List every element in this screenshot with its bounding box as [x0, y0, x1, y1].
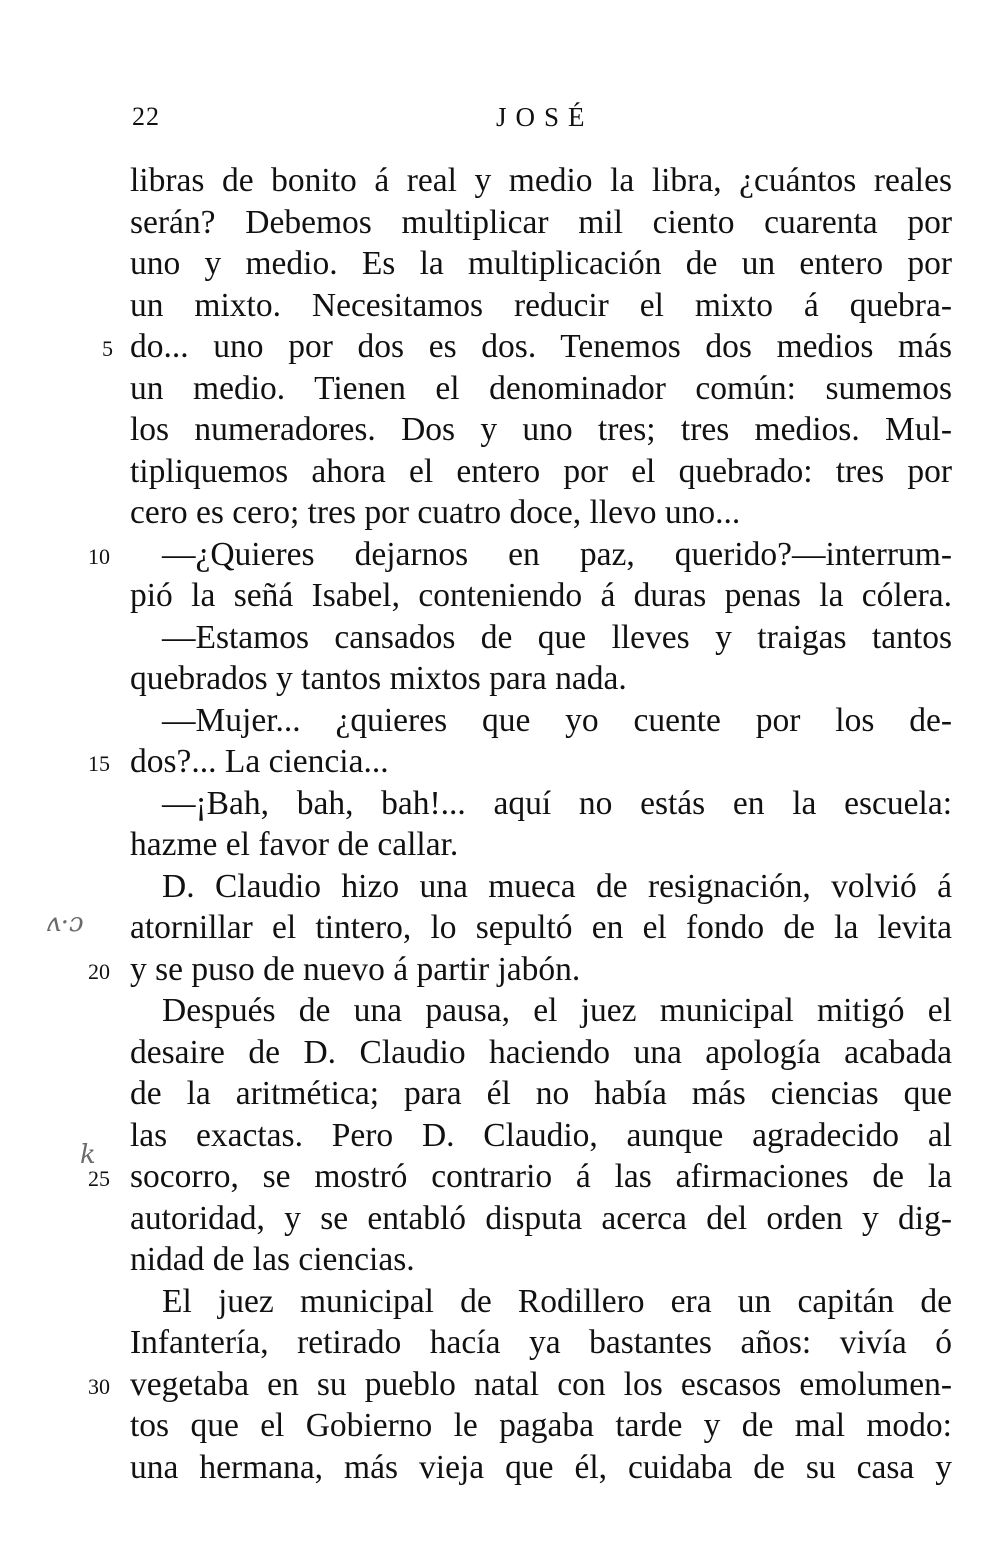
- line-text: una hermana, más vieja que él, cuidaba de su casa y: [130, 1448, 952, 1486]
- line-text: socorro, se mostró contrario á las afirmaciones de la: [130, 1158, 952, 1195]
- line-text: un mixto. Necesitamos reducir el mixto á quebra-: [130, 286, 952, 324]
- line-text: quebrados y tantos mixtos para nada.: [130, 660, 627, 697]
- text-line: [88, 1364, 952, 1406]
- line-text: —¿Quieres dejarnos en paz, querido?—interrum-: [162, 535, 952, 573]
- text-line: [130, 658, 952, 700]
- text-line: [130, 492, 952, 534]
- line-text: las exactas. Pero D. Claudio, aunque agradecido al: [130, 1116, 952, 1154]
- page-header: [0, 102, 1000, 142]
- text-line: [130, 990, 952, 1032]
- text-line: [130, 1073, 952, 1115]
- line-text: vegetaba en su pueblo natal con los escasos emolumen-: [130, 1365, 952, 1403]
- line-text: los numeradores. Dos y uno tres; tres medios. Mul-: [130, 411, 952, 448]
- line-text: atornillar el tintero, lo sepultó en el fondo de la levita: [130, 909, 952, 946]
- line-text: libras de bonito á real y medio la libra, ¿cuántos reales: [130, 162, 952, 199]
- line-text: —Mujer... ¿quieres que yo cuente por los de-: [162, 701, 952, 739]
- page-number: 22: [132, 102, 160, 131]
- text-line: [130, 243, 952, 285]
- line-text: uno y medio. Es la multiplicación de un entero por: [130, 245, 952, 282]
- text-line: [130, 866, 952, 908]
- text-line: [130, 824, 952, 866]
- line-text: de la aritmética; para él no había más ciencias que: [130, 1075, 952, 1112]
- text-line: [130, 285, 952, 327]
- line-number: 30: [88, 1373, 110, 1399]
- text-line: [130, 1115, 952, 1157]
- text-line: [130, 1239, 952, 1281]
- text-line: [130, 783, 952, 825]
- text-line: [130, 202, 952, 244]
- text-line: [88, 1156, 952, 1198]
- text-line: [88, 741, 952, 783]
- pencil-annotation: ʌ·ɔ: [46, 908, 84, 938]
- line-number: 25: [88, 1166, 110, 1191]
- line-text: dos?... La ciencia...: [130, 743, 389, 780]
- line-text: Infantería, retirado hacía ya bastantes años: vivía ó: [130, 1324, 952, 1361]
- text-line: [130, 451, 952, 493]
- running-head: JOSÉ: [496, 102, 594, 132]
- line-text: serán? Debemos multiplicar mil ciento cuarenta por: [130, 203, 952, 241]
- line-text: D. Claudio hizo una mueca de resignación, volvió á: [162, 867, 952, 905]
- text-line: [130, 617, 952, 659]
- line-number: 5: [102, 336, 113, 361]
- text-line: [130, 907, 952, 949]
- line-text: nidad de las ciencias.: [130, 1241, 415, 1278]
- body-text: [88, 160, 952, 1488]
- line-text: tipliquemos ahora el entero por el quebrado: tres por: [130, 452, 952, 490]
- line-number: 20: [88, 958, 110, 984]
- text-line: [130, 1032, 952, 1074]
- line-text: tos que el Gobierno le pagaba tarde y de mal modo:: [130, 1407, 952, 1444]
- text-line: [130, 409, 952, 451]
- text-line: [130, 700, 952, 742]
- line-text: desaire de D. Claudio haciendo una apología acabada: [130, 1033, 952, 1071]
- line-number: 15: [88, 751, 110, 776]
- line-text: pió la señá Isabel, conteniendo á duras penas la cólera.: [130, 577, 952, 614]
- text-line: [130, 1281, 952, 1323]
- line-text: —Estamos cansados de que lleves y traigas tantos: [162, 618, 952, 656]
- text-line: [88, 949, 952, 991]
- line-text: cero es cero; tres por cuatro doce, llevo uno...: [130, 494, 741, 531]
- line-text: hazme el favor de callar.: [130, 826, 459, 863]
- text-line: [130, 368, 952, 410]
- text-line: [130, 1447, 952, 1489]
- text-line: [130, 1322, 952, 1364]
- line-text: Después de una pausa, el juez municipal mitigó el: [162, 992, 952, 1029]
- line-text: un medio. Tienen el denominador común: sumemos: [130, 369, 952, 407]
- text-line: [130, 160, 952, 202]
- line-text: El juez municipal de Rodillero era un capitán de: [162, 1282, 952, 1320]
- text-line: [130, 575, 952, 617]
- line-text: do... uno por dos es dos. Tenemos dos medios más: [130, 328, 952, 365]
- pencil-annotation: k: [80, 1140, 96, 1170]
- line-text: —¡Bah, bah, bah!... aquí no estás en la escuela:: [162, 784, 952, 822]
- line-text: y se puso de nuevo á partir jabón.: [130, 950, 581, 988]
- text-line: [88, 534, 952, 576]
- text-line: [130, 1198, 952, 1240]
- line-text: autoridad, y se entabló disputa acerca del orden y dig-: [130, 1199, 952, 1237]
- text-line: [102, 326, 952, 368]
- line-number: 10: [88, 543, 110, 569]
- text-line: [130, 1405, 952, 1447]
